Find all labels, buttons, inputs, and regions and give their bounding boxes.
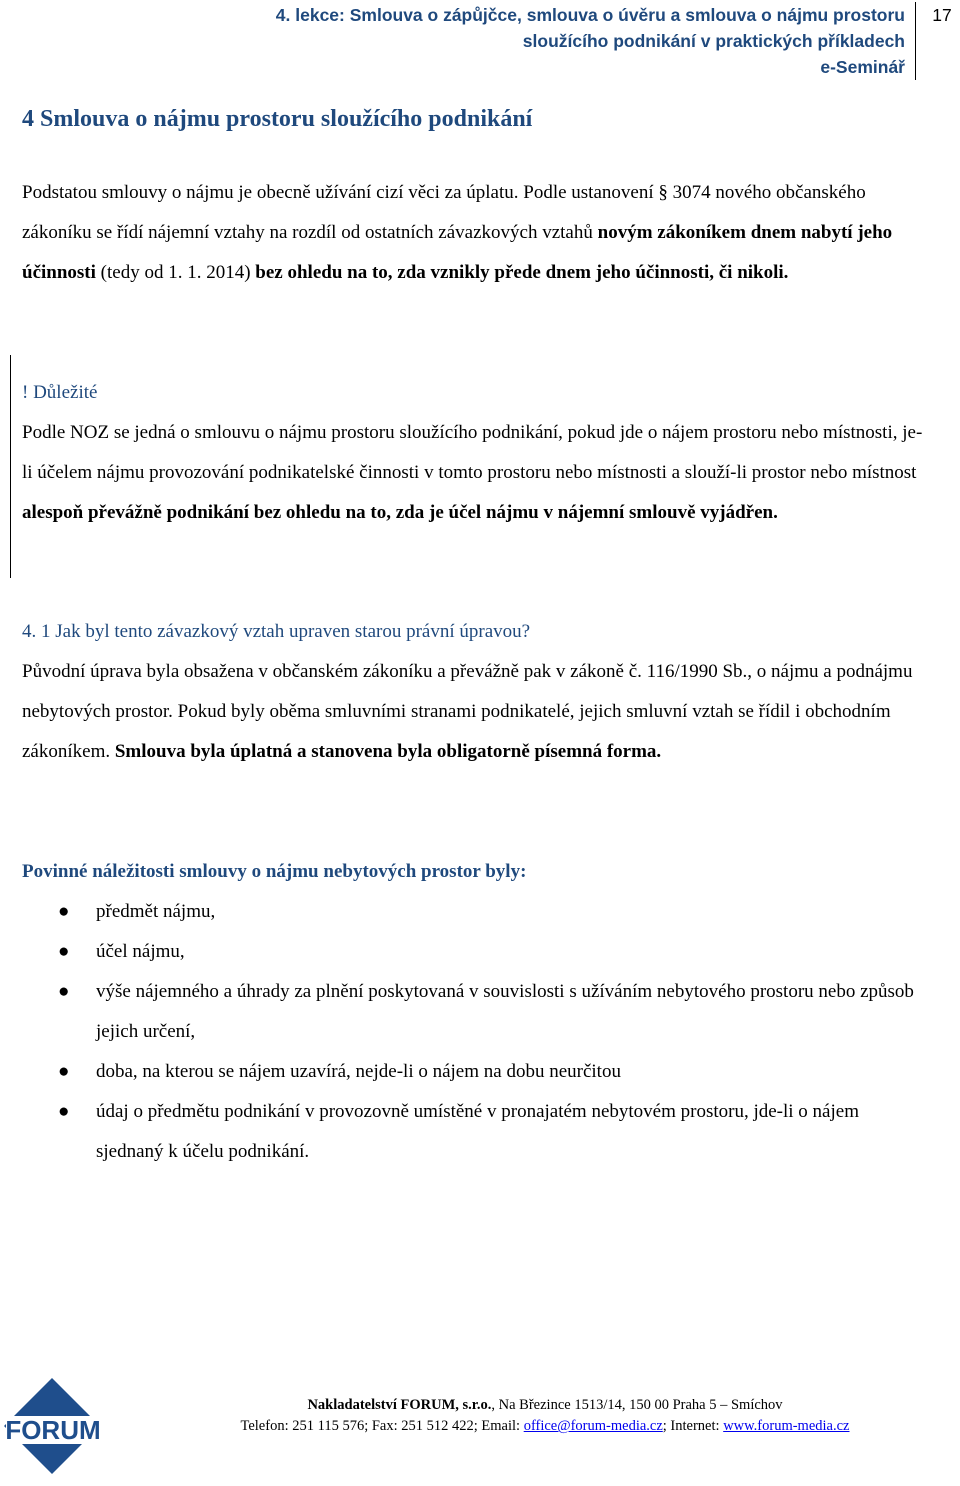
bullet-icon: ● — [58, 901, 70, 922]
header-line-2: sloužícího podnikání v praktických příkladech — [522, 31, 905, 51]
bullet-icon: ● — [58, 941, 70, 962]
document-body — [22, 100, 923, 1162]
intro-text-1: Podstatou smlouvy o nájmu je obecně užívání cizí věci za úplatu. Podle ustanovení § 3074 nového občanského zákoníku se řídí nájemní vztahy na rozdíl od ostatních závazkových vztahů — [22, 182, 866, 243]
logo-text: FORUM — [5, 1415, 101, 1445]
old-law-paragraph — [22, 652, 922, 772]
page-header — [276, 2, 916, 80]
forum-logo-icon — [2, 1376, 104, 1482]
important-box — [22, 373, 927, 533]
header-line-3: e-Seminář — [820, 57, 905, 77]
list-item — [22, 1092, 922, 1172]
footer-line-1 — [150, 1395, 940, 1416]
list-item-text: výše nájemného a úhrady za plnění poskytovaná v souvislosti s užíváním nebytového prostoru nebo způsob jejich určení, — [96, 981, 914, 1042]
requirements-heading-text: Povinné náležitosti smlouvy o nájmu nebytových prostor byly: — [22, 861, 527, 882]
page-footer — [150, 1395, 940, 1437]
important-bold-text: alespoň převážně podnikání bez ohledu na to, zda je účel nájmu v nájemní smlouvě vyjádřen. — [22, 502, 778, 523]
list-item-text: účel nájmu, — [96, 941, 185, 962]
footer-address: , Na Březince 1513/14, 150 00 Praha 5 – Smíchov — [491, 1397, 783, 1413]
header-line-1: 4. lekce: Smlouva o zápůjčce, smlouva o úvěru a smlouva o nájmu prostoru — [275, 5, 905, 25]
footer-publisher: Nakladatelství FORUM, s.r.o. — [307, 1397, 492, 1413]
list-item — [22, 1052, 922, 1092]
important-side-bar — [10, 355, 11, 578]
intro-paragraph — [22, 173, 922, 293]
list-item-text: předmět nájmu, — [96, 901, 216, 922]
footer-contact: Telefon: 251 115 576; Fax: 251 512 422; Email: — [240, 1418, 524, 1434]
footer-website-link[interactable]: www.forum-media.cz — [723, 1418, 850, 1434]
list-item — [22, 892, 922, 932]
requirements-list — [22, 892, 922, 1172]
footer-email-link[interactable]: office@forum-media.cz — [523, 1418, 663, 1434]
list-item-text: údaj o předmětu podnikání v provozovně umístěné v pronajatém nebytovém prostoru, jde-li o nájem sjednaný k účelu podnikání. — [96, 1101, 859, 1162]
footer-internet-label: ; Internet: — [662, 1418, 724, 1434]
footer-line-2 — [150, 1416, 940, 1437]
intro-text-2: (tedy od 1. 1. 2014) — [95, 262, 256, 283]
important-text: Podle NOZ se jedná o smlouvu o nájmu prostoru sloužícího podnikání, pokud jde o nájem prostoru nebo místnosti, je-li účelem nájmu provozování podnikatelské činnosti v tomto prostoru nebo místnosti a slouží-li prostor nebo místnost — [22, 422, 923, 483]
list-item — [22, 972, 922, 1052]
old-law-bold-text: Smlouva byla úplatná a stanovena byla obligatorně písemná forma. — [114, 741, 662, 762]
intro-bold-2: bez ohledu na to, zda vznikly přede dnem jeho účinnosti, či nikoli. — [255, 262, 789, 283]
important-paragraph — [22, 413, 927, 533]
intro-bold-1: novým zákoníkem dnem nabytí jeho účinnosti — [22, 222, 893, 283]
list-item — [22, 932, 922, 972]
requirements-heading — [22, 852, 922, 892]
bullet-icon: ● — [58, 1061, 70, 1082]
bullet-icon: ● — [58, 1101, 70, 1122]
page-number: 17 — [932, 5, 952, 25]
old-law-text: Původní úprava byla obsažena v občanském zákoníku a převážně pak v zákoně č. 116/1990 Sb., o nájmu a podnájmu nebytových prostor. Pokud byly oběma smluvními stranami podnikatelé, jejich smluvní vztah se řídil i obchodním zákoníkem. — [22, 661, 913, 762]
sub-heading: 4. 1 Jak byl tento závazkový vztah upraven starou právní úpravou? — [22, 621, 531, 642]
list-item-text: doba, na kterou se nájem uzavírá, nejde-li o nájem na dobu neurčitou — [96, 1061, 621, 1082]
section-heading: 4 Smlouva o nájmu prostoru sloužícího podnikání — [22, 106, 533, 132]
important-label: ! Důležité — [22, 382, 98, 403]
bullet-icon: ● — [58, 981, 70, 1002]
